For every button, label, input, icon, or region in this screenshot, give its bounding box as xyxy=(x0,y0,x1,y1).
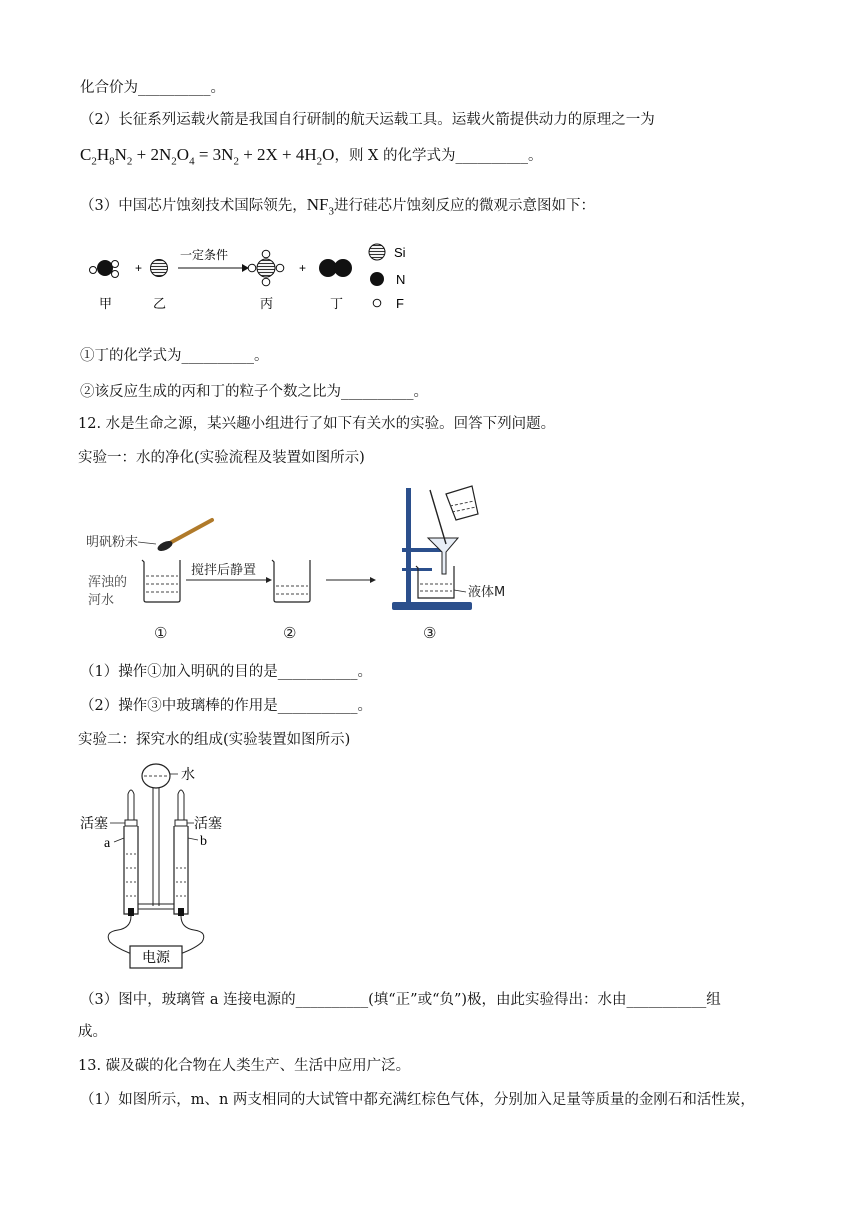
tube-a-label: a xyxy=(104,836,111,851)
molecule-bing xyxy=(248,250,284,286)
purification-diagram xyxy=(80,484,520,644)
electrolysis-diagram xyxy=(80,758,240,976)
chemical-equation: $C_2H_8N_2 + 2N_2O_4 = 3N_2 + 2X + 4H_2O$ xyxy=(80,145,335,168)
question-12-3: （3）图中，玻璃管 a 连接电源的__________(填“正”或“负”)极，由此实验得出：水由___________组 xyxy=(80,992,721,1008)
label-ding: 丁 xyxy=(330,297,344,312)
river-water-label-2: 河水 xyxy=(88,593,115,608)
stopcock-left-label: 活塞 xyxy=(80,816,108,832)
beaker-2 xyxy=(272,560,310,602)
intro-part-b: 进行硅芯片蚀刻反应的微观示意图如下： xyxy=(333,198,595,214)
label-yi: 乙 xyxy=(153,297,167,312)
tube-b xyxy=(174,790,188,916)
question-11-2-intro: （2）长征系列运载火箭是我国自行研制的航天运载工具。运载火箭提供动力的原理之一为 xyxy=(80,112,655,128)
condition-label: 一定条件 xyxy=(180,248,229,262)
beaker-1 xyxy=(142,560,180,602)
intro-part-a: （3）中国芯片蚀刻技术国际领先， xyxy=(80,198,307,214)
question-11-2-equation xyxy=(80,144,543,167)
molecule-jia xyxy=(90,260,119,278)
step-3: ③ xyxy=(423,624,437,642)
question-11-3-intro xyxy=(80,194,595,217)
question-13: 13. 碳及碳的化合物在人类生产、生活中应用广泛。 xyxy=(78,1058,411,1074)
equation-question: ，则 X 的化学式为__________。 xyxy=(334,148,543,164)
river-water-label-1: 浑浊的 xyxy=(88,575,128,590)
legend-f: F xyxy=(396,296,404,311)
plus-sign-2: + xyxy=(299,261,307,275)
nf3-formula: $NF_3$ xyxy=(306,195,334,218)
plus-sign-1: + xyxy=(135,261,143,275)
reaction-micro-diagram xyxy=(80,232,420,316)
question-13-1: （1）如图所示，m、n 两支相同的大试管中都充满红棕色气体，分别加入足量等质量的金刚石和活性炭， xyxy=(80,1092,755,1108)
question-12-1: （1）操作①加入明矾的目的是___________。 xyxy=(80,664,372,680)
water-reservoir xyxy=(142,764,170,906)
stopcock-right-label: 活塞 xyxy=(194,816,222,832)
tube-a xyxy=(124,790,138,916)
step-1: ① xyxy=(154,624,168,642)
spoon-icon xyxy=(156,520,212,553)
alum-label: 明矾粉末 xyxy=(86,535,139,550)
question-12: 12. 水是生命之源，某兴趣小组进行了如下有关水的实验。回答下列问题。 xyxy=(78,416,556,432)
question-11-3-2: ②该反应生成的丙和丁的粒子个数之比为__________。 xyxy=(80,384,428,400)
molecule-ding xyxy=(319,259,352,277)
filtration-apparatus xyxy=(392,486,478,610)
label-jia: 甲 xyxy=(99,297,113,312)
water-label: 水 xyxy=(181,767,195,783)
question-11-3-1: ①丁的化学式为__________。 xyxy=(80,348,269,364)
step-2: ② xyxy=(283,624,297,642)
stir-label: 搅拌后静置 xyxy=(191,563,257,578)
question-12-3-cont: 成。 xyxy=(78,1024,107,1040)
legend-n: N xyxy=(396,272,406,287)
power-label: 电源 xyxy=(142,950,170,966)
label-bing: 丙 xyxy=(260,297,274,312)
liquid-m-label: 液体M xyxy=(468,585,506,600)
tube-b-label: b xyxy=(200,834,207,849)
question-12-2: （2）操作③中玻璃棒的作用是___________。 xyxy=(80,698,372,714)
legend-si: Si xyxy=(394,245,406,260)
experiment-1-title: 实验一：水的净化(实验流程及装置如图所示) xyxy=(78,450,365,466)
atom-yi xyxy=(151,260,168,277)
experiment-2-title: 实验二：探究水的组成(实验装置如图所示) xyxy=(78,732,351,748)
legend xyxy=(369,244,406,311)
line-valence: 化合价为__________。 xyxy=(80,80,225,96)
